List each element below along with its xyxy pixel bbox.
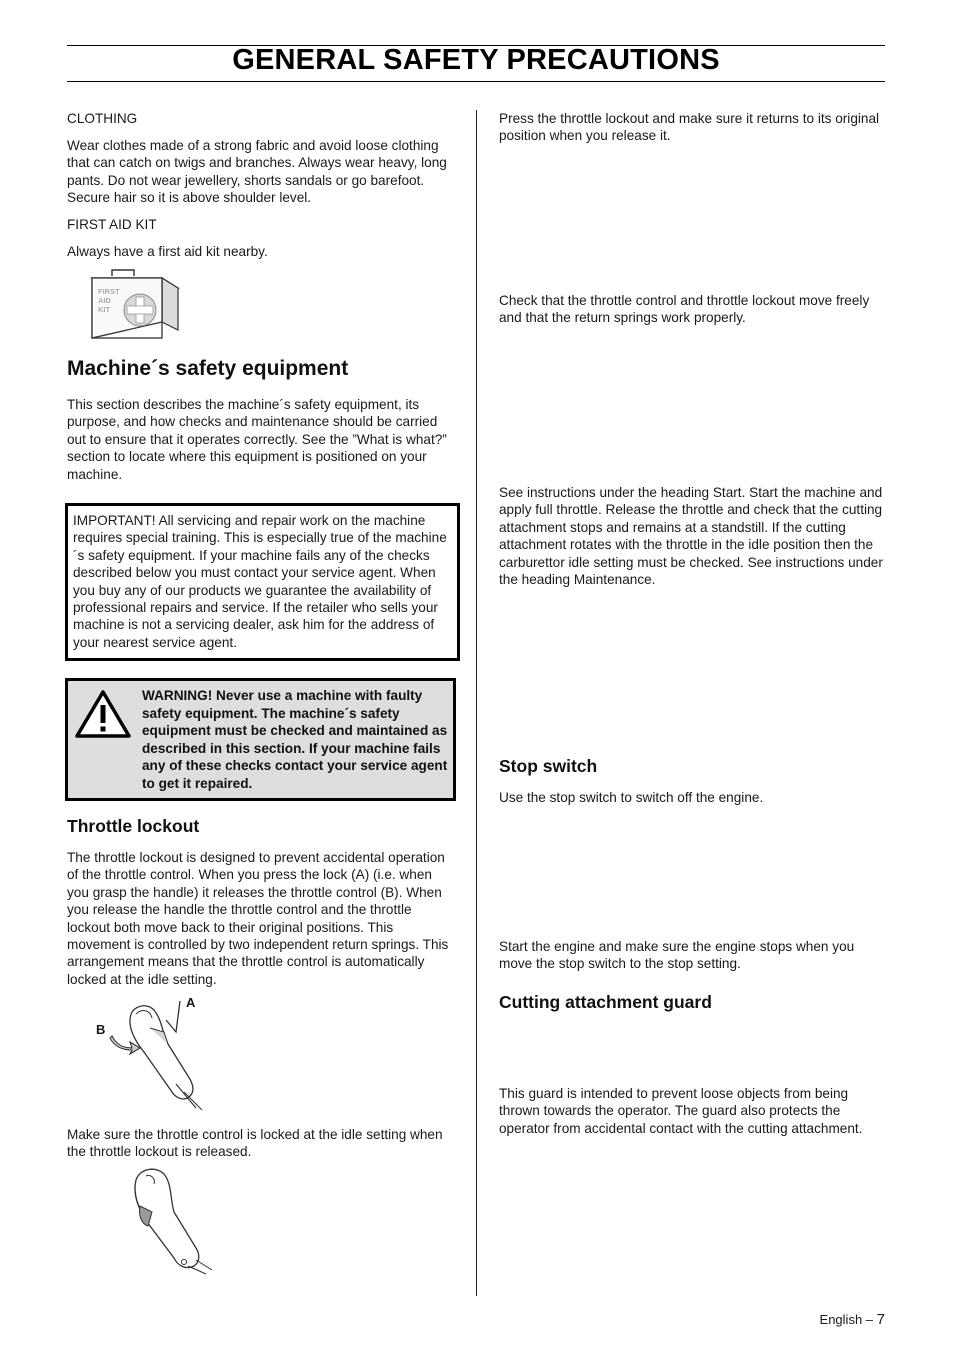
warning-box: [65, 678, 456, 801]
throttle-locked-text: Make sure the throttle control is locked at the idle setting when the throttle lockout is released.: [67, 1127, 443, 1160]
clothing-text: Wear clothes made of a strong fabric and avoid loose clothing that can catch on twigs and branches. Always wear heavy, long pants. Do not wear jewellery, shorts sandals or go barefoot. Secure hair so it is above shoulder level.: [67, 138, 447, 206]
stop-switch-heading: Stop switch: [499, 756, 598, 776]
first-aid-kit-label-line-2: AID: [98, 296, 111, 305]
first-aid-text: Always have a first aid kit nearby.: [67, 244, 268, 259]
first-aid-kit-label-line-3: KIT: [98, 305, 111, 314]
important-notice-box: [65, 503, 460, 661]
column-divider: [476, 110, 477, 1296]
machine-safety-heading: Machine´s safety equipment: [67, 357, 349, 380]
stop-switch-text: Use the stop switch to switch off the engine.: [499, 790, 764, 805]
locked-handle-illustration: [128, 1166, 220, 1276]
throttle-lockout-heading: Throttle lockout: [67, 816, 200, 836]
cutting-guard-text: This guard is intended to prevent loose objects from being thrown towards the operator. The guard also protects the operator from accidental contact with the cutting attachment.: [499, 1086, 863, 1136]
start-instructions-text: See instructions under the heading Start. Start the machine and apply full throttle. Release the throttle and check that the cutting attachment stops and remains at a standstill. If the cutting attachment rotates with the throttle in the idle position then the carburettor idle setting must be checked. See instructions under the heading Maintenance.: [499, 485, 883, 588]
page-footer: [820, 1311, 885, 1328]
machine-safety-text: This section describes the machine´s safety equipment, its purpose, and how checks and maintenance should be carried out to ensure that it operates correctly. See the ”What is what?” section to locate where this equipment is positioned on your machine.: [67, 397, 447, 482]
warning-triangle-icon: [74, 689, 132, 739]
important-notice-text: IMPORTANT! All servicing and repair work on the machine requires special training. This is especially true of the machine´s safety equipment. If your machine fails any of the checks described below you must contact your service agent. When you buy any of our products we guarantee the availability of professional repairs and service. If the retailer who sells your machine is not a servicing dealer, ask him for the address of your nearest service agent.: [73, 513, 447, 650]
first-aid-kit-label-line-1: FIRST: [98, 287, 120, 296]
first-aid-heading: FIRST AID KIT: [67, 217, 157, 232]
warning-text: WARNING! Never use a machine with faulty safety equipment. The machine´s safety equipment must be checked and maintained as described in this section. If your machine fails any of these checks contact your service agent to get it repaired.: [142, 688, 448, 791]
throttle-lockout-text: The throttle lockout is designed to prevent accidental operation of the throttle control. When you press the lock (A) (i.e. when you grasp the handle) it releases the throttle control (B). When you release the handle the throttle control and the throttle lockout both move back to their original positions. This movement is controlled by two independent return springs. This arrangement means that the throttle control is automatically locked at the idle setting.: [67, 850, 449, 987]
clothing-heading: CLOTHING: [67, 111, 138, 126]
stop-switch-check-text: Start the engine and make sure the engine stops when you move the stop switch to the stop setting.: [499, 939, 855, 972]
page-title: GENERAL SAFETY PRECAUTIONS: [232, 44, 720, 76]
label-b: B: [96, 1022, 106, 1037]
footer-dash: –: [865, 1312, 874, 1327]
check-throttle-text: Check that the throttle control and throttle lockout move freely and that the return springs work properly.: [499, 293, 870, 326]
cutting-guard-heading: Cutting attachment guard: [499, 992, 712, 1012]
label-a: A: [186, 995, 196, 1010]
first-aid-kit-icon: [88, 266, 184, 342]
footer-language: English: [819, 1312, 863, 1327]
press-lockout-text: Press the throttle lockout and make sure it returns to its original position when you release it.: [499, 111, 880, 144]
header-rule-bottom: [67, 81, 885, 82]
page-number: 7: [876, 1311, 885, 1328]
throttle-handle-illustration: [92, 992, 212, 1114]
